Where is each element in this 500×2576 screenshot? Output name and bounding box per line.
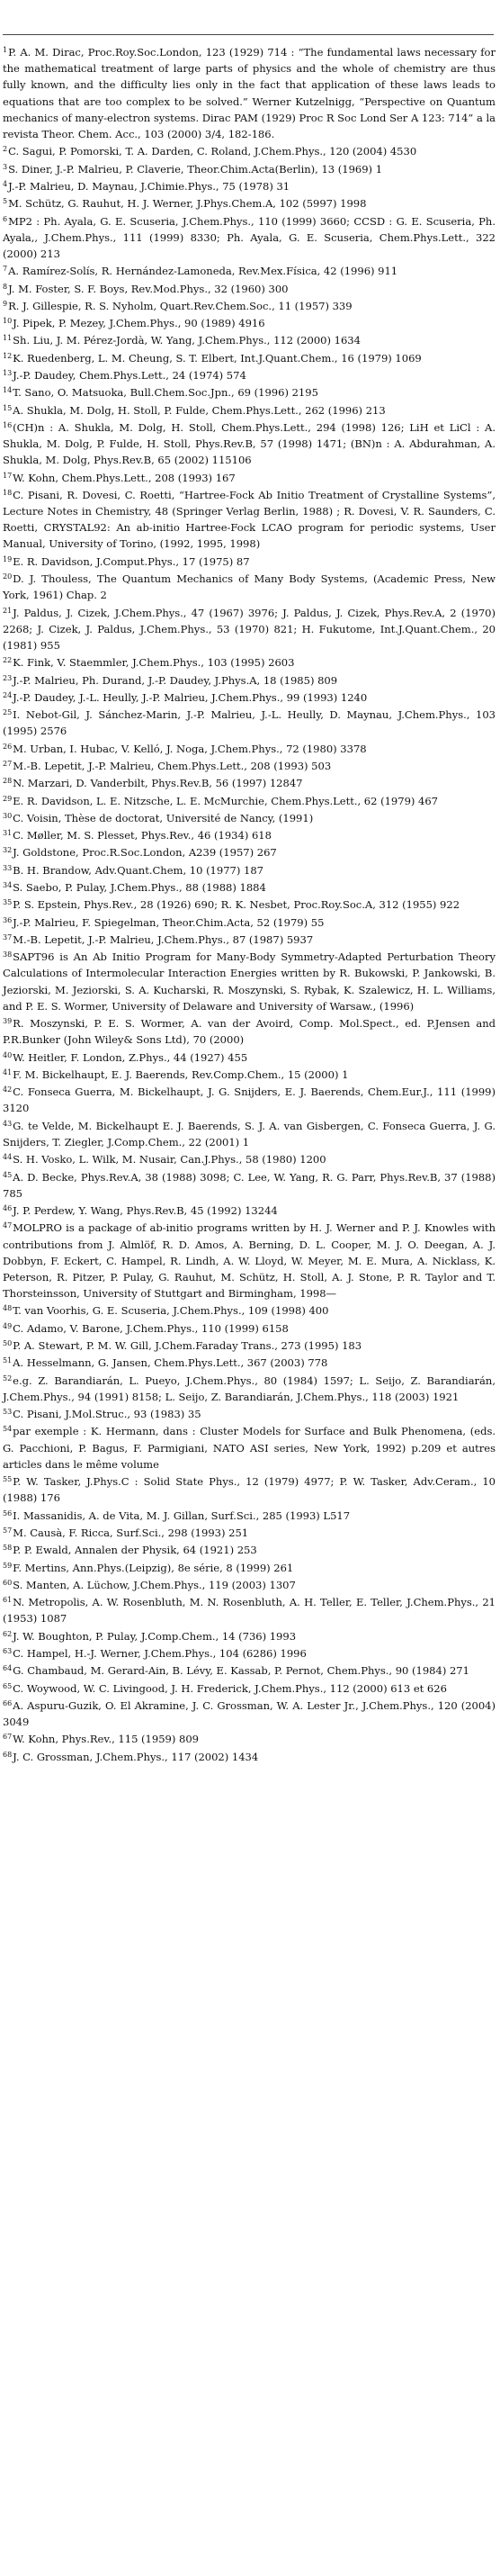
reference-text: MP2 : Ph. Ayala, G. E. Scuseria, J.Chem.Phys., 110 (1999) 3660; CCSD : G. E. Scuseria, Ph. Ayala,, J.Chem.Phys., 111 (1999) 8330; Ph. Ayala, G. E. Scuseria, Chem.Phys.Lett., 322 (2000) 213 — [3, 214, 496, 260]
reference-item — [3, 1577, 496, 1593]
reference-number: 5 — [3, 197, 8, 206]
reference-number: 18 — [3, 488, 13, 497]
reference-number: 47 — [3, 1221, 13, 1230]
reference-number: 39 — [3, 1017, 13, 1026]
reference-text: M. Urban, I. Hubac, V. Kelló, J. Noga, J.Chem.Phys., 72 (1980) 3378 — [13, 742, 367, 755]
reference-item — [3, 1525, 496, 1541]
reference-number: 52 — [3, 1374, 13, 1383]
reference-number: 57 — [3, 1526, 13, 1535]
reference-item — [3, 1662, 496, 1679]
reference-item — [3, 44, 496, 142]
reference-item — [3, 1473, 496, 1506]
reference-text: C. Voisin, Thèse de doctorat, Université de Nancy, (1991) — [13, 811, 314, 824]
reference-number: 29 — [3, 794, 13, 803]
reference-item — [3, 1220, 496, 1302]
reference-number: 35 — [3, 898, 13, 907]
reference-text: M. Causà, F. Ricca, Surf.Sci., 298 (1993) 251 — [13, 1526, 249, 1539]
reference-text: S. H. Vosko, L. Wilk, M. Nusair, Can.J.Phys., 58 (1980) 1200 — [13, 1153, 326, 1166]
reference-number: 38 — [3, 950, 13, 959]
reference-text: N. Metropolis, A. W. Rosenbluth, M. N. Rosenbluth, A. H. Teller, E. Teller, J.Chem.Phys., 21 (1953) 1087 — [3, 1596, 496, 1626]
reference-number: 51 — [3, 1356, 13, 1365]
reference-text: K. Fink, V. Staemmler, J.Chem.Phys., 103 (1995) 2603 — [13, 656, 295, 670]
reference-item — [3, 1118, 496, 1150]
reference-number: 24 — [3, 690, 13, 699]
reference-text: M. Schütz, G. Rauhut, H. J. Werner, J.Phys.Chem.A, 102 (5997) 1998 — [8, 197, 367, 211]
reference-item — [3, 827, 496, 843]
reference-number: 58 — [3, 1544, 13, 1553]
reference-text: F. M. Bickelhaupt, E. J. Baerends, Rev.Comp.Chem., 15 (2000) 1 — [13, 1067, 349, 1081]
reference-text: par exemple : K. Hermann, dans : Cluster Models for Surface and Bulk Phenomena, (eds. G. Pacchioni, P. Bagus, F. Parmigiani, NATO ASI series, New York, 1992) p.209 et autres articles dans le même volume — [3, 1425, 496, 1471]
reference-item — [3, 1560, 496, 1576]
reference-item — [3, 195, 496, 212]
reference-number: 4 — [3, 179, 8, 188]
reference-item — [3, 571, 496, 603]
reference-text: W. Kohn, Chem.Phys.Lett., 208 (1993) 167 — [13, 471, 236, 484]
reference-text: MOLPRO is a package of ab-initio programs written by H. J. Werner and P. J. Knowles with contributions from J. Almlöf, R. D. Amos, A. Berning, D. L. Cooper, M. J. O. Deegan, A. J. Dobbyn, F. Eckert, C. Hampel, R. Lindh, A. W. Lloyd, W. Meyer, M. E. Mura, A. Nicklass, K. Peterson, R. Pitzer, P. Pulay, G. Rauhut, M. Schütz, H. Stoll, A. J. Stone, P. R. Taylor and T. Thorsteinsson, University of Stuttgart and Birmingham, 1998— — [3, 1221, 496, 1301]
reference-number: 67 — [3, 1733, 13, 1742]
reference-item — [3, 879, 496, 896]
reference-item — [3, 775, 496, 791]
reference-number: 42 — [3, 1085, 13, 1094]
reference-item — [3, 1423, 496, 1473]
reference-text: J. M. Foster, S. F. Boys, Rev.Mod.Phys., 32 (1960) 300 — [8, 282, 289, 295]
reference-number: 8 — [3, 282, 8, 291]
reference-text: B. H. Brandow, Adv.Quant.Chem, 10 (1977) 187 — [13, 863, 263, 877]
reference-number: 3 — [3, 162, 8, 171]
reference-text: A. Ramírez-Solís, R. Hernández-Lamoneda, Rev.Mex.Física, 42 (1996) 911 — [8, 265, 398, 278]
reference-text: SAPT96 is An Ab Initio Program for Many-Body Symmetry-Adapted Perturbation Theory Calculations of Intermolecular Interaction Energies written by R. Bukowski, P. Jankowski, B. Jeziorski, M. Jeziorski, S. A. Kucharski, R. Moszynski, S. Rybak, K. Szalewicz, H. L. Williams, and P. E. S. Wormer, University of Delaware and University of Warsaw., (1996) — [3, 950, 496, 1013]
footnote-rule — [3, 34, 494, 35]
reference-text: J. Paldus, J. Cizek, J.Chem.Phys., 47 (1967) 3976; J. Paldus, J. Cizek, Phys.Rev.A, 2 (1970) 2268; J. Cizek, J. Paldus, J.Chem.Phys., 53 (1970) 821; H. Fukutome, Int.J.Quant.Chem., 20 (1981) 955 — [3, 606, 496, 652]
reference-number: 16 — [3, 420, 13, 429]
reference-text: J.-P. Daudey, Chem.Phys.Lett., 24 (1974) 574 — [13, 368, 246, 382]
reference-item — [3, 1698, 496, 1730]
reference-text: J.-P. Malrieu, D. Maynau, J.Chimie.Phys., 75 (1978) 31 — [8, 179, 290, 193]
reference-number: 23 — [3, 673, 13, 682]
reference-number: 13 — [3, 368, 13, 377]
reference-text: C. Pisani, R. Dovesi, C. Roetti, “Hartree-Fock Ab Initio Treatment of Crystalline Systems”, Lecture Notes in Chemistry, 48 (Springer Verlag Berlin, 1988) ; R. Dovesi, V. R. Saunders, C. Roetti, CRYSTAL92: An ab-initio Hartree-Fock LCAO program for periodic systems, User Manual, University of Torino, (1992, 1995, 1998) — [3, 488, 496, 551]
reference-number: 25 — [3, 708, 13, 717]
reference-item — [3, 914, 496, 931]
reference-item — [3, 298, 496, 314]
reference-text: C. Møller, M. S. Plesset, Phys.Rev., 46 (1934) 618 — [13, 829, 272, 842]
reference-text: e.g. Z. Barandiarán, L. Pueyo, J.Chem.Phys., 80 (1984) 1597; L. Seijo, Z. Barandiarán, J.Chem.Phys., 94 (1991) 8158; L. Seijo, Z. Barandiarán, J.Chem.Phys., 118 (2003) 1921 — [3, 1374, 496, 1403]
reference-number: 49 — [3, 1321, 13, 1330]
reference-text: A. Aspuru-Guzik, O. El Akramine, J. C. Grossman, W. A. Lester Jr., J.Chem.Phys., 120 (2004) 3049 — [3, 1698, 496, 1728]
reference-number: 30 — [3, 811, 13, 820]
reference-number: 21 — [3, 606, 13, 615]
reference-item — [3, 332, 496, 348]
reference-item — [3, 1202, 496, 1219]
reference-number: 62 — [3, 1629, 13, 1638]
reference-text: I. Nebot-Gil, J. Sánchez-Marin, J.-P. Malrieu, J.-L. Heully, D. Maynau, J.Chem.Phys., 103 (1995) 2576 — [3, 708, 496, 738]
reference-text: M.-B. Lepetit, J.-P. Malrieu, Chem.Phys.Lett., 208 (1993) 503 — [13, 759, 332, 772]
reference-item — [3, 1320, 496, 1337]
reference-text: (CH)n : A. Shukla, M. Dolg, H. Stoll, Chem.Phys.Lett., 294 (1998) 126; LiH et LiCl : A. Shukla, M. Dolg, P. Fulde, H. Stoll, Phys.Rev.B, 57 (1998) 1471; (BN)n : A. Abdurahman, A. Shukla, M. Dolg, Phys.Rev.B, 65 (2002) 115106 — [3, 420, 496, 467]
reference-text: C. Hampel, H.-J. Werner, J.Chem.Phys., 104 (6286) 1996 — [13, 1646, 307, 1660]
reference-text: W. Kohn, Phys.Rev., 115 (1959) 809 — [13, 1733, 199, 1746]
reference-text: Sh. Liu, J. M. Pérez-Jordà, W. Yang, J.Chem.Phys., 112 (2000) 1634 — [13, 334, 361, 347]
reference-number: 10 — [3, 317, 13, 326]
reference-text: G. Chambaud, M. Gerard-Ain, B. Lévy, E. Kassab, P. Pernot, Chem.Phys., 90 (1984) 271 — [13, 1664, 469, 1678]
reference-text: J. W. Boughton, P. Pulay, J.Comp.Chem., 14 (736) 1993 — [13, 1629, 297, 1643]
reference-text: C. Pisani, J.Mol.Struc., 93 (1983) 35 — [13, 1408, 201, 1421]
reference-text: D. J. Thouless, The Quantum Mechanics of Many Body Systems, (Academic Press, New York, 1961) Chap. 2 — [3, 572, 496, 602]
reference-item — [3, 178, 496, 194]
reference-text: C. Woywood, W. C. Livingood, J. H. Frederick, J.Chem.Phys., 112 (2000) 613 et 626 — [13, 1681, 447, 1695]
reference-text: T. Sano, O. Matsuoka, Bull.Chem.Soc.Jpn., 69 (1996) 2195 — [13, 386, 318, 400]
reference-number: 64 — [3, 1664, 13, 1673]
reference-item — [3, 1067, 496, 1083]
reference-item — [3, 1084, 496, 1116]
reference-item — [3, 949, 496, 1014]
reference-item — [3, 1049, 496, 1066]
reference-text: S. Diner, J.-P. Malrieu, P. Claverie, Theor.Chim.Acta(Berlin), 13 (1969) 1 — [8, 162, 383, 176]
reference-item — [3, 1373, 496, 1405]
reference-number: 26 — [3, 742, 13, 751]
reference-text: C. Sagui, P. Pomorski, T. A. Darden, C. Roland, J.Chem.Phys., 120 (2004) 4530 — [8, 145, 417, 158]
reference-item — [3, 672, 496, 689]
reference-item — [3, 1508, 496, 1524]
reference-number: 14 — [3, 386, 13, 395]
page — [3, 0, 496, 1765]
reference-item — [3, 1542, 496, 1558]
reference-item — [3, 1594, 496, 1626]
reference-number: 46 — [3, 1204, 13, 1213]
reference-text: C. Fonseca Guerra, M. Bickelhaupt, J. G. Snijders, E. J. Baerends, Chem.Eur.J., 111 (1999) 3120 — [3, 1085, 496, 1115]
reference-text: P. A. Stewart, P. M. W. Gill, J.Chem.Faraday Trans., 273 (1995) 183 — [13, 1339, 362, 1353]
reference-text: N. Marzari, D. Vanderbilt, Phys.Rev.B, 56 (1997) 12847 — [13, 777, 303, 790]
reference-item — [3, 758, 496, 774]
reference-item — [3, 143, 496, 159]
reference-item — [3, 1151, 496, 1167]
reference-item — [3, 1338, 496, 1354]
reference-item — [3, 844, 496, 860]
reference-number: 1 — [3, 46, 8, 54]
reference-number: 53 — [3, 1408, 13, 1417]
reference-text: J. Goldstone, Proc.R.Soc.London, A239 (1957) 267 — [13, 846, 277, 860]
reference-item — [3, 263, 496, 279]
reference-text: P. W. Tasker, J.Phys.C : Solid State Phys., 12 (1979) 4977; P. W. Tasker, Adv.Ceram., 10 (1988) 176 — [3, 1475, 496, 1505]
reference-text: A. Hesselmann, G. Jansen, Chem.Phys.Lett., 367 (2003) 778 — [13, 1356, 328, 1370]
reference-number: 59 — [3, 1561, 13, 1570]
reference-number: 15 — [3, 403, 13, 412]
reference-number: 27 — [3, 759, 13, 768]
reference-item — [3, 1406, 496, 1422]
reference-item — [3, 1749, 496, 1765]
reference-text: S. Manten, A. Lüchow, J.Chem.Phys., 119 (2003) 1307 — [13, 1578, 296, 1591]
reference-item — [3, 281, 496, 297]
reference-item — [3, 402, 496, 419]
reference-number: 68 — [3, 1750, 13, 1759]
reference-number: 61 — [3, 1596, 13, 1605]
reference-text: J.-P. Malrieu, F. Spiegelman, Theor.Chim.Acta, 52 (1979) 55 — [13, 915, 325, 929]
reference-number: 12 — [3, 351, 13, 360]
reference-text: A. Shukla, M. Dolg, H. Stoll, P. Fulde, Chem.Phys.Lett., 262 (1996) 213 — [13, 403, 386, 417]
reference-number: 33 — [3, 863, 13, 872]
reference-item — [3, 384, 496, 401]
reference-text: R. J. Gillespie, R. S. Nyholm, Quart.Rev.Chem.Soc., 11 (1957) 339 — [8, 299, 353, 312]
reference-number: 6 — [3, 214, 8, 223]
reference-item — [3, 213, 496, 263]
reference-number: 48 — [3, 1304, 13, 1313]
reference-text: E. R. Davidson, L. E. Nitzsche, L. E. McMurchie, Chem.Phys.Lett., 62 (1979) 467 — [13, 794, 439, 807]
reference-number: 45 — [3, 1170, 13, 1179]
reference-number: 65 — [3, 1681, 13, 1690]
reference-number: 36 — [3, 915, 13, 924]
reference-number: 41 — [3, 1067, 13, 1076]
reference-item — [3, 1015, 496, 1048]
reference-item — [3, 1645, 496, 1662]
reference-item — [3, 654, 496, 671]
reference-list — [3, 44, 496, 1765]
reference-number: 63 — [3, 1646, 13, 1655]
reference-text: R. Moszynski, P. E. S. Wormer, A. van der Avoird, Comp. Mol.Spect., ed. P.Jensen and P.R.Bunker (John Wiley& Sons Ltd), 70 (2000) — [3, 1017, 496, 1047]
reference-number: 66 — [3, 1698, 13, 1707]
reference-item — [3, 793, 496, 809]
reference-item — [3, 367, 496, 383]
reference-text: J. C. Grossman, J.Chem.Phys., 117 (2002) 1434 — [13, 1750, 259, 1763]
reference-text: G. te Velde, M. Bickelhaupt E. J. Baerends, S. J. A. van Gisbergen, C. Fonseca Guerra, J. G. Snijders, T. Ziegler, J.Comp.Chem., 22 (2001) 1 — [3, 1119, 496, 1148]
reference-text: P. P. Ewald, Annalen der Physik, 64 (1921) 253 — [13, 1544, 257, 1557]
reference-item — [3, 350, 496, 366]
reference-text: K. Ruedenberg, L. M. Cheung, S. T. Elbert, Int.J.Quant.Chem., 16 (1979) 1069 — [13, 351, 422, 365]
reference-number: 44 — [3, 1153, 13, 1162]
reference-number: 32 — [3, 846, 13, 855]
reference-text: J. Pipek, P. Mezey, J.Chem.Phys., 90 (1989) 4916 — [13, 317, 265, 330]
reference-text: T. van Voorhis, G. E. Scuseria, J.Chem.Phys., 109 (1998) 400 — [13, 1304, 329, 1318]
reference-number: 22 — [3, 656, 13, 665]
reference-item — [3, 1355, 496, 1371]
reference-number: 7 — [3, 265, 8, 274]
reference-item — [3, 689, 496, 706]
reference-text: S. Saebo, P. Pulay, J.Chem.Phys., 88 (1988) 1884 — [13, 881, 266, 895]
reference-item — [3, 896, 496, 913]
reference-number: 56 — [3, 1509, 13, 1518]
reference-item — [3, 1169, 496, 1202]
reference-number: 60 — [3, 1578, 13, 1587]
reference-item — [3, 487, 496, 553]
reference-text: W. Heitler, F. London, Z.Phys., 44 (1927) 455 — [13, 1050, 248, 1064]
reference-item — [3, 741, 496, 757]
reference-number: 2 — [3, 145, 8, 154]
reference-text: F. Mertins, Ann.Phys.(Leipzig), 8e série, 8 (1999) 261 — [13, 1561, 294, 1574]
reference-item — [3, 605, 496, 654]
reference-text: J.-P. Daudey, J.-L. Heully, J.-P. Malrieu, J.Chem.Phys., 99 (1993) 1240 — [13, 690, 368, 704]
reference-item — [3, 1680, 496, 1697]
reference-text: P. S. Epstein, Phys.Rev., 28 (1926) 690; R. K. Nesbet, Proc.Roy.Soc.A, 312 (1955) 922 — [13, 898, 460, 912]
reference-item — [3, 161, 496, 177]
reference-item — [3, 1302, 496, 1319]
reference-item — [3, 1628, 496, 1644]
reference-number: 34 — [3, 881, 13, 890]
reference-item — [3, 707, 496, 739]
reference-number: 17 — [3, 471, 13, 480]
reference-text: A. D. Becke, Phys.Rev.A, 38 (1988) 3098; C. Lee, W. Yang, R. G. Parr, Phys.Rev.B, 37 (1988) 785 — [3, 1170, 496, 1200]
reference-item — [3, 932, 496, 948]
reference-item — [3, 315, 496, 331]
reference-item — [3, 810, 496, 826]
reference-number: 43 — [3, 1119, 13, 1128]
reference-number: 54 — [3, 1425, 13, 1434]
reference-number: 11 — [3, 334, 13, 343]
reference-item — [3, 1731, 496, 1747]
reference-number: 31 — [3, 829, 13, 838]
reference-number: 28 — [3, 777, 13, 786]
reference-item — [3, 862, 496, 878]
reference-number: 55 — [3, 1475, 13, 1484]
reference-number: 9 — [3, 299, 8, 308]
reference-text: I. Massanidis, A. de Vita, M. J. Gillan, Surf.Sci., 285 (1993) L517 — [13, 1509, 351, 1522]
reference-number: 37 — [3, 932, 13, 941]
reference-number: 40 — [3, 1050, 13, 1059]
reference-item — [3, 419, 496, 469]
reference-item — [3, 554, 496, 570]
reference-text: P. A. M. Dirac, Proc.Roy.Soc.London, 123 (1929) 714 : “The fundamental laws necessary for the mathematical treatment of large parts of physics and the whole of chemistry are thus fully known, and the difficulty lies only in the fact that application of these laws leads to equations that are too complex to be solved.” Werner Kutzelnigg, “Perspective on Quantum mechanics of many-electron systems. Dirac PAM (1929) Proc R Soc Lond Ser A 123: 714” a la revista Theor. Chem. Acc., 103 (2000) 3/4, 182-186. — [3, 46, 496, 141]
reference-text: C. Adamo, V. Barone, J.Chem.Phys., 110 (1999) 6158 — [13, 1321, 289, 1335]
reference-number: 50 — [3, 1339, 13, 1348]
reference-item — [3, 470, 496, 486]
reference-number: 19 — [3, 554, 13, 563]
reference-text: J.-P. Malrieu, Ph. Durand, J.-P. Daudey, J.Phys.A, 18 (1985) 809 — [13, 673, 338, 687]
reference-number: 20 — [3, 572, 13, 581]
reference-text: M.-B. Lepetit, J.-P. Malrieu, J.Chem.Phys., 87 (1987) 5937 — [13, 932, 314, 946]
reference-text: E. R. Davidson, J.Comput.Phys., 17 (1975) 87 — [13, 554, 250, 568]
reference-text: J. P. Perdew, Y. Wang, Phys.Rev.B, 45 (1992) 13244 — [13, 1204, 278, 1218]
